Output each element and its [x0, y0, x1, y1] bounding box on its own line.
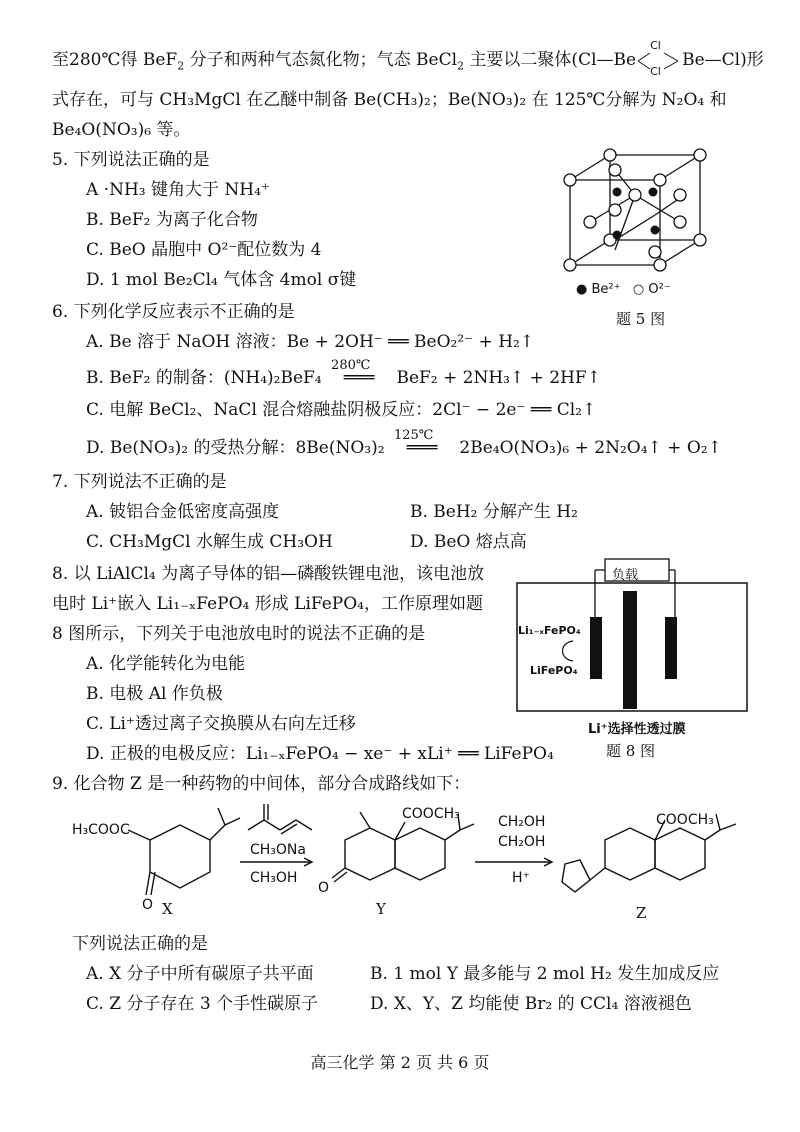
intro-text-b: 分子和两种气态氮化物；气态 BeCl [184, 50, 458, 70]
q8-fig-caption: 题 8 图 [606, 742, 656, 760]
q5-stem: 5. 下列说法正确的是 [52, 150, 210, 170]
membrane-caption: Li⁺选择性透过膜 [588, 722, 686, 737]
z-label: Z [636, 904, 647, 922]
intro-text-d: Be—Cl)形 [682, 50, 764, 70]
reagent-ch2oh-2: CH₂OH [498, 834, 546, 850]
q6-option-c: C. 电解 BeCl₂、NaCl 混合熔融盐阴极反应：2Cl⁻ − 2e⁻ ══ Cl₂↑ [86, 400, 597, 420]
z-ketal-ring [562, 860, 590, 892]
y-ring-left [345, 828, 395, 880]
q8-option-c: C. Li⁺透过离子交换膜从右向左迁移 [86, 714, 356, 734]
beo-unit-cell-figure [555, 140, 725, 280]
q8-stem-2: 电时 Li⁺嵌入 Li₁₋ₓFePO₄ 形成 LiFePO₄，工作原理如题 [52, 594, 483, 614]
q6-stem: 6. 下列化学反应表示不正确的是 [52, 302, 295, 322]
q6-b-right: BeF₂ + 2NH₃↑ + 2HF↑ [396, 368, 601, 388]
q8-option-b: B. 电极 Al 作负极 [86, 684, 223, 704]
page-footer: 高三化学 第 2 页 共 6 页 [310, 1053, 490, 1072]
q7-option-d: D. BeO 熔点高 [410, 532, 527, 552]
intro-text-c: 主要以二聚体(Cl—Be [464, 50, 637, 70]
y-ring-right [395, 828, 445, 880]
intro-line-1: 至280℃得 BeF$_2$ 分子和两种气态氮化物；气态 BeCl$_2$ 主要以二聚体(Cl—Be Cl Cl Be—Cl)形 [52, 48, 764, 78]
q9-option-a: A. X 分子中所有碳原子共平面 [86, 964, 314, 984]
membrane [623, 591, 637, 709]
x-ring [150, 825, 210, 888]
intro-text-a: 至280℃得 BeF [52, 50, 178, 70]
q6-b-condition: 280℃ [331, 358, 371, 373]
y-ketone-o: O [318, 880, 330, 896]
dimer-cl-bottom: Cl [650, 65, 661, 78]
anode-electrode [665, 617, 677, 679]
dimer-bridge [636, 39, 682, 78]
intro-line-3: Be₄O(NO₃)₆ 等。 [52, 120, 191, 140]
reagent-ch3oh: CH₃OH [250, 870, 298, 886]
legend-be: Be²⁺ [591, 282, 621, 297]
q9-option-c: C. Z 分子存在 3 个手性碳原子 [86, 994, 319, 1014]
q9-option-d: D. X、Y、Z 均能使 Br₂ 的 CCl₄ 溶液褪色 [370, 994, 692, 1014]
q6-d-left: D. Be(NO₃)₂ 的受热分解：8Be(NO₃)₂ [86, 438, 385, 458]
q9-option-b: B. 1 mol Y 最多能与 2 mol H₂ 发生加成反应 [370, 964, 720, 984]
legend-o: O²⁻ [648, 282, 671, 297]
q8-stem-3: 8 图所示，下列关于电池放电时的说法不正确的是 [52, 624, 426, 644]
o-ion [564, 174, 576, 186]
reagent-ch3ona: CH₃ONa [250, 842, 306, 858]
q6-d-right: 2Be₄O(NO₃)₆ + 2N₂O₄↑ + O₂↑ [459, 438, 722, 458]
q5-option-b: B. BeF₂ 为离子化合物 [86, 210, 258, 230]
intro-line-2: 式存在，可与 CH₃MgCl 在乙醚中制备 Be(CH₃)₂；Be(NO₃)₂ 在 125℃分解为 N₂O₄ 和 [52, 90, 727, 110]
q6-b-arrow: 280℃ ═══ [327, 366, 391, 390]
be-legend-dot: ● [576, 282, 588, 297]
q6-d-arrow: 125℃ ═══ [390, 436, 454, 460]
q6-b-left: B. BeF₂ 的制备：(NH₄)₂BeF₄ [86, 368, 322, 388]
reagent-ch2oh-1: CH₂OH [498, 814, 546, 830]
q6-option-a: A. Be 溶于 NaOH 溶液：Be + 2OH⁻ ══ BeO₂²⁻ + H₂↑ [86, 332, 535, 352]
load-label: 负载 [612, 568, 639, 583]
q5-option-c: C. BeO 晶胞中 O²⁻配位数为 4 [86, 240, 322, 260]
x-ketone-o: O [142, 897, 154, 913]
z-ester-label: COOCH₃ [656, 812, 714, 828]
q6-option-d [86, 428, 722, 460]
x-label: X [162, 900, 173, 918]
q7-option-c: C. CH₃MgCl 水解生成 CH₃OH [86, 532, 333, 552]
q5-option-d: D. 1 mol Be₂Cl₄ 气体含 4mol σ键 [86, 270, 357, 290]
o-legend-circle: ○ [632, 282, 645, 297]
q6-d-condition: 125℃ [393, 428, 434, 443]
dimer-cl-top: Cl [650, 39, 661, 52]
y-ester-label: COOCH₃ [402, 806, 460, 822]
be-ion [613, 188, 622, 197]
q5-option-a: A ·NH₃ 键角大于 NH₄⁺ [86, 180, 270, 200]
q6-option-b [86, 358, 601, 390]
q7-stem: 7. 下列说法不正确的是 [52, 472, 227, 492]
label-lifepo4: LiFePO₄ [530, 664, 578, 677]
x-ester-label: H₃COOC [72, 822, 130, 838]
z-ring-left [605, 828, 655, 880]
reagent-h-plus: H⁺ [512, 870, 530, 886]
y-label: Y [376, 900, 386, 918]
q8-stem-1: 8. 以 LiAlCl₄ 为离子导体的铝—磷酸铁锂电池，该电池放 [52, 564, 485, 584]
q8-option-a: A. 化学能转化为电能 [86, 654, 246, 674]
q5-fig-caption: 题 5 图 [616, 310, 666, 328]
label-li1-xfepo4: Li₁₋ₓFePO₄ [518, 624, 581, 637]
q9-stem: 9. 化合物 Z 是一种药物的中间体，部分合成路线如下： [52, 774, 471, 794]
q8-option-d: D. 正极的电极反应：Li₁₋ₓFePO₄ − xe⁻ + xLi⁺ ══ LiFePO₄ [86, 744, 554, 764]
z-ring-right [655, 828, 705, 880]
q7-option-a: A. 铍铝合金低密度高强度 [86, 502, 280, 522]
q9-sub-stem: 下列说法正确的是 [72, 934, 208, 954]
legend [576, 282, 671, 297]
q7-option-b: B. BeH₂ 分解产生 H₂ [410, 502, 578, 522]
cathode-electrode [590, 617, 602, 679]
